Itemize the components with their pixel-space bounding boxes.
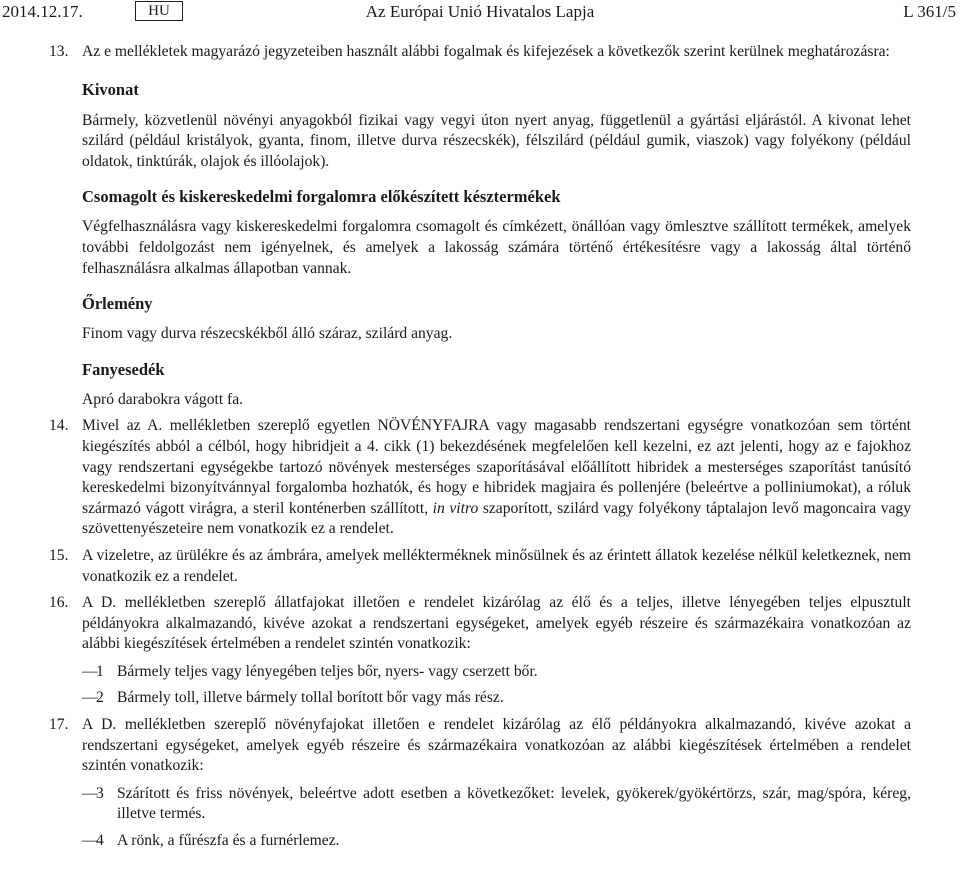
item-number: 14. [49, 417, 69, 435]
dash-bullet: — [82, 662, 98, 680]
item-17-text: A D. mellékletben szereplő növényfajokat illetően e rendelet kizárólag az élő példányokra alkalmazandó, kivéve azokat a rendszertani egységeket, amelyek egyéb részeire és származékaira vonatkozóan az alábbi kiegészítések értelmében a rendelet szintén vonatkozik: [82, 716, 911, 775]
definition-text-fanyesedek: Apró darabokra vágott fa. [82, 390, 244, 408]
list-item [82, 784, 911, 825]
item-14-text-part: szaporított, szilárd vagy folyékony táptalajon levő magoncaira vagy szövettenyészeteire nem vonatkozik ez a rendelet. [82, 499, 912, 538]
item-number: 17. [49, 716, 69, 734]
item-13-intro: Az e mellékletek magyarázó jegyzeteiben használt alábbi fogalmak és kifejezések a következők szerint kerülnek meghatározásra: [82, 43, 890, 60]
item-14-text-part: Mivel az A. mellékletben szereplő egyetlen NÖVÉNYFAJRA vagy magasabb rendszertani egységre vonatkozóan sem történt kiegészítés abból a célból, hogy hibridjeit a 4. cikk (1) bekezdésének megfelelően kell kezelni, ez azt jelenti, hogy az e fajokhoz vagy rendszertani egységekbe tartozó növények mesterséges szaporításával előállított hibridek a mesterséges szaporítást tanúsító kereskedelmi bizonyítvánnyal forgalomba hozhatók, és hogy e hibridek magjaira és pollenjére (beleértve a polliniumokat), a róluk származó vágott virágra, a steril konténerben szállított, [82, 417, 911, 517]
journal-title: Az Európai Unió Hivatalos Lapja [365, 2, 595, 21]
item-15-text: A vizeletre, az ürülékre és az ámbrára, amelyek mellékterméknek minősülnek és az érintett állatok kezelése nélkül keletkeznek, nem vonatkozik ez a rendelet. [82, 546, 911, 585]
item-number: 13. [49, 43, 69, 60]
sub-text: A rönk, a fűrészfa és a furnérlemez. [117, 832, 340, 850]
item-14-italic: in vitro [432, 499, 479, 517]
definition-text-csomagolt: Végfelhasználásra vagy kiskereskedelmi forgalomra csomagolt és címkézett, önállóan vagy ömlesztve szállított termékek, amelyek további feldolgozást nem igényelnek, és amelyek a lakosság számára történő értékesítésre vagy a lakosság által történő felhasználásra alkalmas állapotban vannak. [82, 218, 911, 277]
page-header [0, 0, 960, 24]
item-number: 15. [49, 546, 69, 564]
sub-number: 1 [96, 662, 104, 680]
item-16 [0, 593, 960, 655]
sub-number: 3 [96, 784, 104, 802]
definition-heading-fanyesedek: Fanyesedék [82, 359, 165, 379]
document-body [0, 42, 960, 852]
sub-text: Szárított és friss növények, beleértve adott esetben a következőket: levelek, gyökerek/gyökértörzs, szár, mag/spóra, kéreg, illetve termés. [117, 784, 911, 823]
item-15 [0, 546, 960, 587]
list-item [82, 831, 911, 852]
page-number: L 361/5 [903, 2, 956, 21]
sub-number: 4 [96, 832, 104, 850]
sub-text: Bármely toll, illetve bármely tollal borított bőr vagy más rész. [117, 689, 504, 707]
item-14 [0, 416, 960, 540]
dash-bullet: — [82, 689, 98, 707]
dash-bullet: — [82, 784, 98, 802]
definition-heading-csomagolt: Csomagolt és kiskereskedelmi forgalomra előkészített késztermékek [82, 187, 561, 207]
definition-text-orlemeny: Finom vagy durva részecskékből álló száraz, szilárd anyag. [82, 325, 453, 343]
item-14-text [82, 416, 911, 540]
header-date: 2014.12.17. [2, 2, 83, 21]
dash-bullet: — [82, 832, 98, 850]
definition-heading-kivonat: Kivonat [82, 79, 139, 99]
language-badge: HU [135, 1, 183, 21]
list-item [82, 662, 911, 683]
item-16-text: A D. mellékletben szereplő állatfajokat illetően e rendelet kizárólag az élő és a teljes, illetve lényegében teljes elpusztult példányokra alkalmazandó, kivéve azokat a rendszertani egységeket, amelyek egyéb részeire és származékaira vonatkozóan az alábbi kiegészítések értelmében a rendelet szintén vonatkozik: [82, 594, 911, 653]
sub-number: 2 [96, 689, 104, 707]
definition-heading-orlemeny: Őrlemény [82, 294, 153, 314]
item-number: 16. [49, 594, 69, 612]
definition-text-kivonat: Bármely, közvetlenül növényi anyagokból fizikai vagy vegyi úton nyert anyag, függetlenül a gyártási eljárástól. A kivonat lehet szilárd (például kristályok, gyanta, finom, illetve durva részecskék), félszilárd (például gumik, viaszok) vagy folyékony (például oldatok, tinktúrák, olajok és illóolajok). [82, 111, 911, 170]
item-17 [0, 715, 960, 777]
sub-text: Bármely teljes vagy lényegében teljes bőr, nyers- vagy cserzett bőr. [117, 662, 538, 680]
list-item [82, 688, 911, 709]
item-13 [0, 42, 960, 63]
